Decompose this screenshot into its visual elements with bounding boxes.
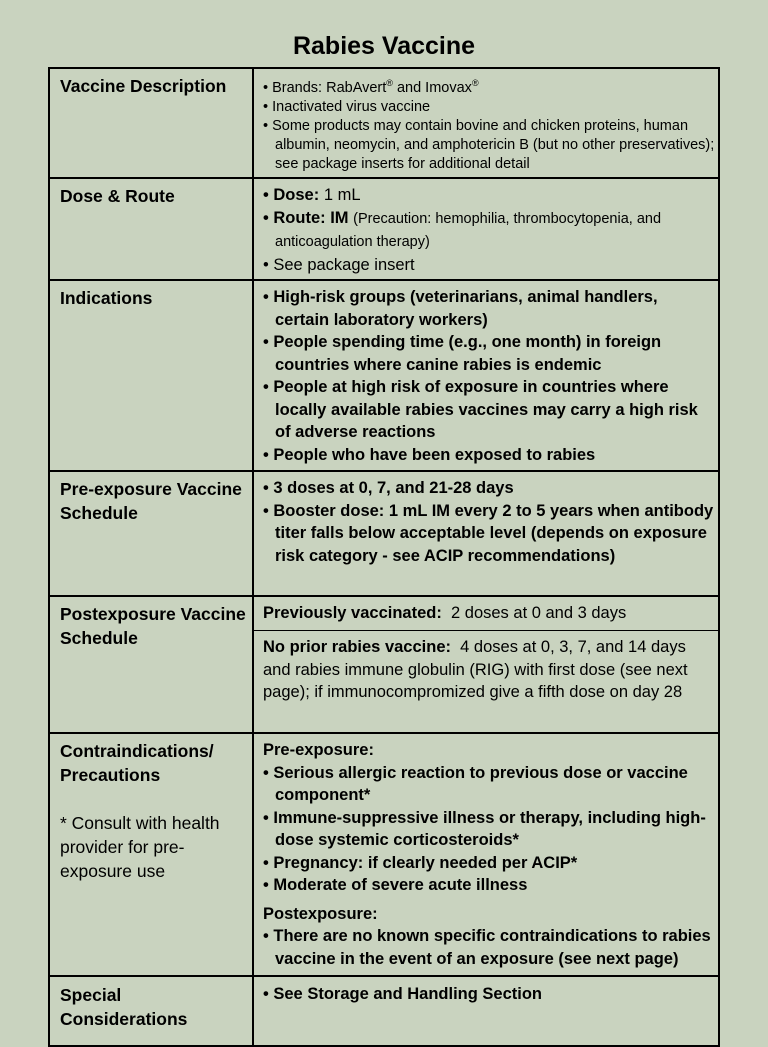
indication-item: • People spending time (e.g., one month) in foreign countries where canine rabies is endemic: [263, 331, 715, 376]
brands-item: [263, 74, 715, 98]
registered-mark: ®: [386, 78, 393, 88]
description-content: [263, 74, 715, 174]
noprior-text: 4 doses at 0, 3, 7, and 14 days and rabies immune globulin (RIG) with first dose (see next page); if immunocompromized give a fifth dose on day 28: [263, 638, 688, 701]
post-heading: Postexposure:: [263, 904, 378, 923]
indication-item: • People at high risk of exposure in countries where locally available rabies vaccines may carry a high risk of adverse reactions: [263, 376, 715, 444]
post-item: • There are no known specific contraindications to rabies vaccine in the event of an exposure (see next page): [263, 925, 715, 970]
page-title: Rabies Vaccine: [292, 32, 476, 60]
row-divider: [48, 279, 720, 281]
contra-item: • Serious allergic reaction to previous dose or vaccine component*: [263, 762, 715, 807]
contra-content: [263, 739, 715, 970]
row-label-special: Special Considerations: [60, 985, 188, 1029]
dose-value: 1 mL: [323, 186, 361, 204]
row-label-postexposure: Postexposure Vaccine Schedule: [60, 604, 246, 648]
route-label: Route: IM: [273, 208, 349, 227]
preexposure-item: • Booster dose: 1 mL IM every 2 to 5 years when antibody titer falls below acceptable level (depends on exposure risk category - see ACIP recommendations): [263, 500, 715, 568]
preexposure-item: • 3 doses at 0, 7, and 21-28 days: [263, 477, 715, 500]
contra-item: • Moderate of severe acute illness: [263, 874, 715, 897]
previously-vaccinated: [263, 602, 715, 625]
row-divider: [48, 975, 720, 977]
prev-label: Previously vaccinated:: [263, 604, 442, 622]
column-divider: [252, 67, 254, 1047]
insert-item: • See package insert: [263, 254, 715, 277]
subrow-divider: [253, 630, 720, 631]
special-item: • See Storage and Handling Section: [263, 983, 715, 1006]
row-divider: [48, 732, 720, 734]
row-label-indications: Indications: [60, 288, 153, 308]
row-label-dose: Dose & Route: [60, 186, 175, 206]
brands-imovax: and Imovax: [392, 79, 472, 96]
row-label-preexposure: Pre-exposure Vaccine Schedule: [60, 479, 242, 523]
contra-note: * Consult with health provider for pre-exposure use: [60, 813, 220, 881]
dose-content: [263, 184, 715, 276]
route-note: (Precaution: hemophilia, thrombocytopenia, and anticoagulation therapy): [275, 210, 662, 250]
row-label-description: Vaccine Description: [60, 76, 227, 96]
indication-item: • People who have been exposed to rabies: [263, 444, 715, 467]
prev-text: 2 doses at 0 and 3 days: [451, 604, 627, 622]
description-item: • Some products may contain bovine and chicken proteins, human albumin, neomycin, and amphotericin B (but no other preservatives); see package inserts for additional detail: [263, 117, 715, 174]
contra-label: Contraindications/ Precautions: [60, 741, 214, 785]
pre-heading: Pre-exposure:: [263, 741, 374, 759]
description-item: • Inactivated virus vaccine: [263, 98, 715, 117]
row-label-contra: [60, 739, 248, 883]
dose-label: Dose:: [273, 186, 320, 204]
contra-item: • Pregnancy: if clearly needed per ACIP*: [263, 852, 715, 875]
row-divider: [48, 595, 720, 597]
brands-rabavert: Brands: RabAvert: [272, 79, 387, 96]
dose-item: [263, 184, 715, 207]
preexposure-content: [263, 477, 715, 567]
route-item: [263, 207, 715, 254]
row-divider: [48, 177, 720, 179]
special-content: [263, 983, 715, 1006]
registered-mark: ®: [471, 78, 479, 88]
row-divider: [48, 470, 720, 472]
noprior-label: No prior rabies vaccine:: [263, 638, 451, 656]
contra-item: • Immune-suppressive illness or therapy, including high-dose systemic corticosteroids*: [263, 807, 715, 852]
indications-content: [263, 286, 715, 466]
no-prior-vaccine: [263, 636, 715, 704]
indication-item: • High-risk groups (veterinarians, animal handlers, certain laboratory workers): [263, 286, 715, 331]
